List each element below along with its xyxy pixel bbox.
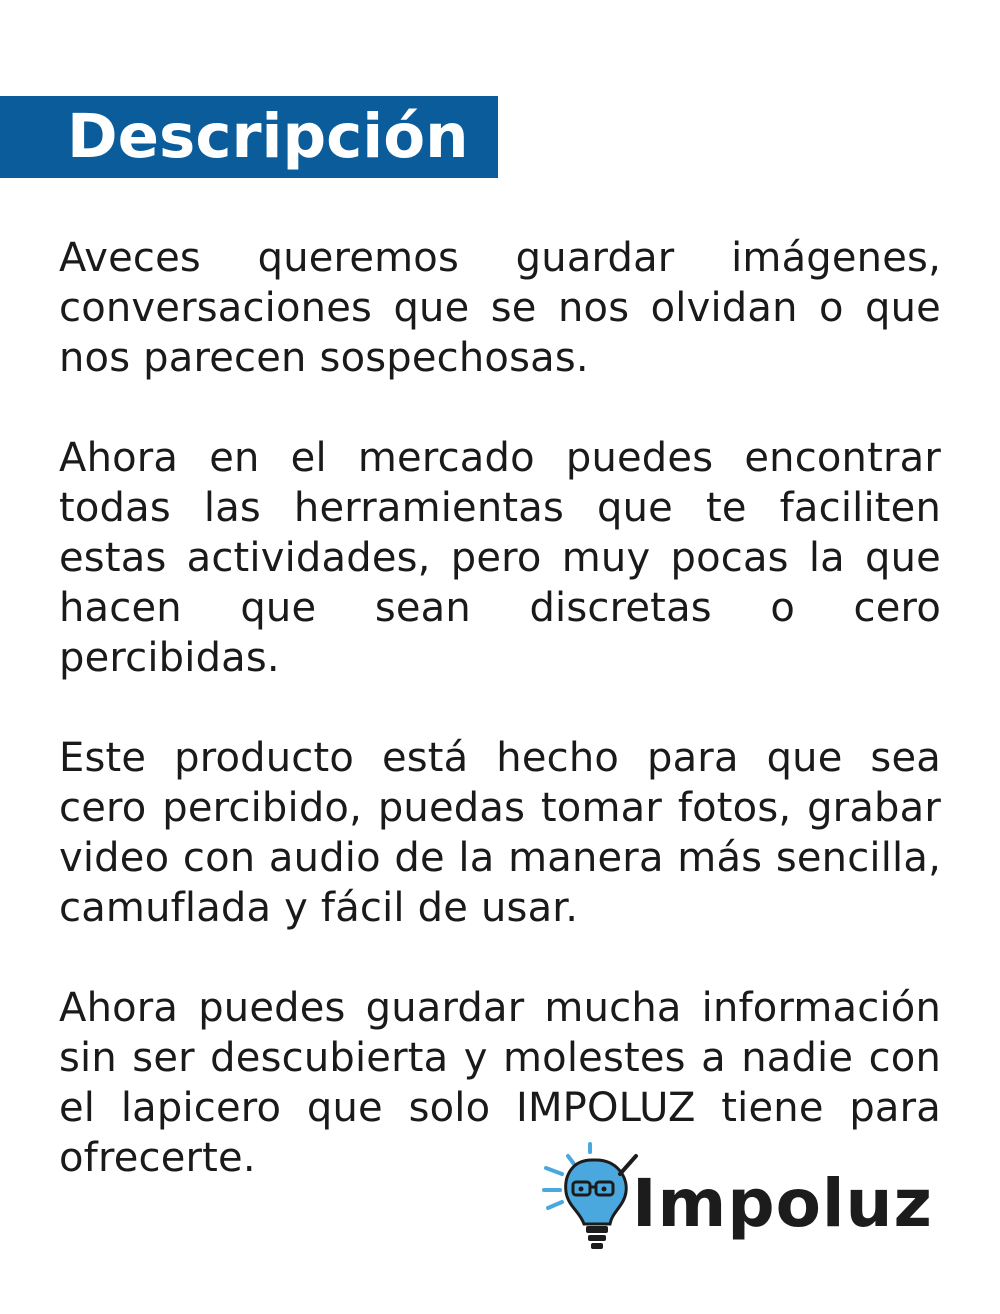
description-body (59, 233, 941, 1233)
paragraph-2: Ahora en el mercado puedes encontrar todas las herramientas que te faciliten estas actividades, pero muy pocas la que hacen que sean discretas o cero percibidas. (59, 435, 941, 681)
paragraph-3: Este producto está hecho para que sea cero percibido, puedas tomar fotos, grabar video con audio de la manera más sencilla, camuflada y fácil de usar. (59, 735, 941, 931)
lightbulb-with-glasses-icon (540, 1138, 640, 1256)
paragraph-4: Ahora puedes guardar mucha información sin ser descubierta y molestes a nadie con el lapicero que solo IMPOLUZ tiene para ofrecerte. (59, 985, 941, 1181)
impoluz-logo (540, 1138, 940, 1256)
page-title: Descripción (67, 101, 469, 172)
brand-wordmark: Impoluz (632, 1165, 933, 1242)
paragraph-1: Aveces queremos guardar imágenes, conversaciones que se nos olvidan o que nos parecen sospechosas. (59, 235, 941, 381)
